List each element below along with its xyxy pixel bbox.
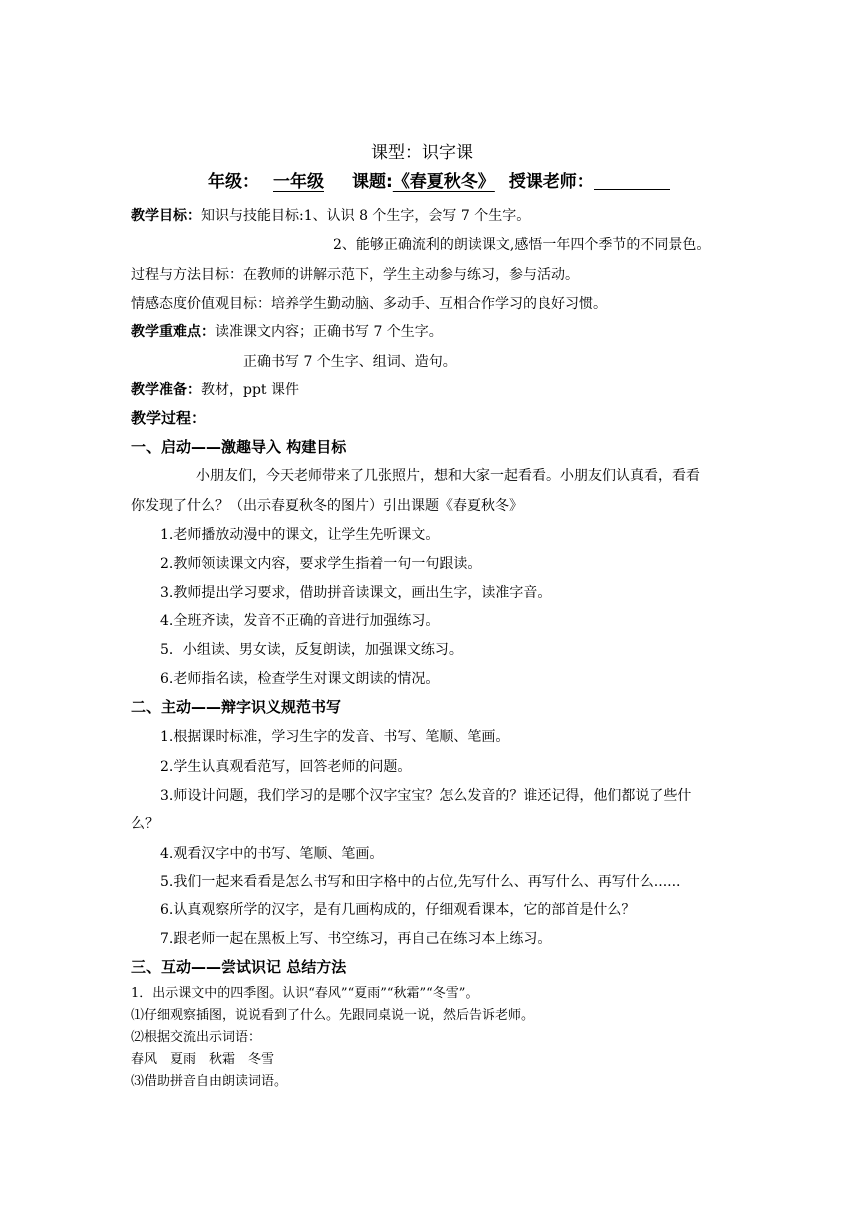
section1-item: 3.教师提出学习要求，借助拼音读课文，画出生字，读准字音。 — [160, 585, 552, 601]
section2-item: 5.我们一起来看看是怎么书写和田字格中的占位,先写什么、再写什么、再写什么...... — [160, 874, 681, 890]
section1-item: 1.老师播放动漫中的课文，让学生先听课文。 — [160, 527, 440, 543]
grade-value: 一年级 — [273, 172, 324, 192]
section2-item: 1.根据课时标准，学习生字的发音、书写、笔顺、笔画。 — [160, 729, 510, 745]
section3-item: 春风 夏雨 秋霜 冬雪 — [131, 1052, 275, 1067]
key-points-label: 教学重难点： — [131, 324, 215, 340]
objectives-knowledge-1: 知识与技能目标:1、认识 8 个生字，会写 7 个生字。 — [201, 208, 531, 224]
section1-item: 6.老师指名读，检查学生对课文朗读的情况。 — [160, 671, 440, 687]
process-label: 教学过程： — [131, 409, 207, 427]
section2-item: 6.认真观察所学的汉字，是有几画构成的，仔细观看课本，它的部首是什么？ — [160, 902, 636, 918]
section1-intro-2: 你发现了什么？（出示春夏秋冬的图片）引出课题《春夏秋冬》 — [131, 498, 523, 514]
objectives-process: 过程与方法目标：在教师的讲解示范下，学生主动参与练习，参与活动。 — [131, 267, 579, 283]
section2-title: 二、主动——辩字识义规范书写 — [131, 698, 342, 716]
objectives-emotion: 情感态度价值观目标：培养学生勤动脑、多动手、互相合作学习的良好习惯。 — [131, 296, 607, 312]
key-points-line-1 — [131, 323, 443, 341]
header-line — [208, 173, 670, 191]
key-points-text-1: 读准课文内容；正确书写 7 个生字。 — [215, 324, 443, 340]
section1-item: 2.教师领读课文内容，要求学生指着一句一句跟读。 — [160, 556, 482, 572]
section1-intro-1: 小朋友们，今天老师带来了几张照片，想和大家一起看看。小朋友们认真看，看看 — [196, 468, 700, 484]
lesson-type: 课型：识字课 — [371, 143, 473, 163]
preparation-text: 教材，ppt 课件 — [201, 382, 299, 398]
preparation-label: 教学准备： — [131, 382, 201, 398]
section2-item: 3.师设计问题，我们学习的是哪个汉字宝宝？怎么发音的？谁还记得，他们都说了些什 — [160, 788, 692, 804]
topic-label: 课题: — [352, 172, 393, 192]
section2-item: 么？ — [131, 816, 159, 832]
grade-label: 年级： — [208, 172, 259, 192]
section3-item: ⑵根据交流出示词语： — [131, 1030, 262, 1045]
objectives-line-1 — [131, 207, 530, 225]
objectives-label: 教学目标： — [131, 208, 201, 224]
section3-item: 1．出示课文中的四季图。认识“春风”“夏雨”“秋霜”“冬雪”。 — [131, 986, 479, 1001]
section2-item: 7.跟老师一起在黑板上写、书空练习，再自己在练习本上练习。 — [160, 931, 552, 947]
section3-title: 三、互动——尝试识记 总结方法 — [131, 958, 347, 976]
section2-item: 4.观看汉字中的书写、笔顺、笔画。 — [160, 846, 384, 862]
section1-item: 5．小组读、男女读，反复朗读，加强课文练习。 — [160, 642, 463, 658]
section1-title: 一、启动——激趣导入 构建目标 — [131, 438, 347, 456]
preparation-line — [131, 381, 299, 399]
section2-item: 2.学生认真观看范写，回答老师的问题。 — [160, 759, 412, 775]
topic-value: 《春夏秋冬》 — [392, 172, 495, 192]
section3-item: ⑶借助拼音自由朗读词语。 — [131, 1074, 288, 1089]
objectives-knowledge-2: 2、能够正确流利的朗读课文,感悟一年四个季节的不同景色。 — [333, 237, 711, 253]
section3-item: ⑴仔细观察插图，说说看到了什么。先跟同桌说一说，然后告诉老师。 — [131, 1008, 535, 1023]
teacher-blank — [594, 173, 670, 190]
key-points-text-2: 正确书写 7 个生字、组词、造句。 — [243, 354, 457, 370]
teacher-label: 授课老师： — [508, 172, 594, 192]
section1-item: 4.全班齐读，发音不正确的音进行加强练习。 — [160, 613, 440, 629]
